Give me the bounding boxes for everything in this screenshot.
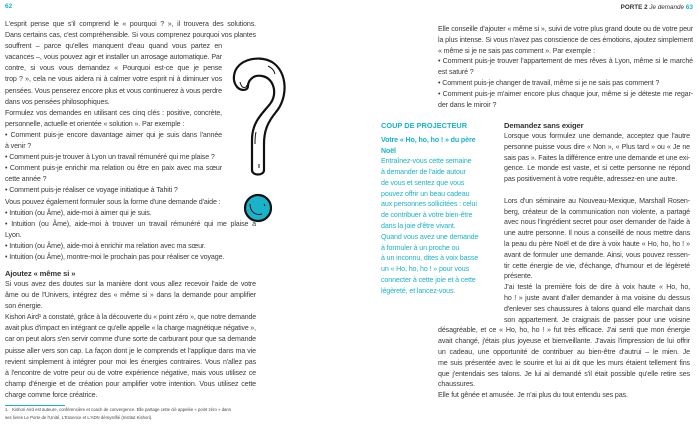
text-line: gence. Le monde est vaste, et si cette personne ne répond [504, 164, 690, 173]
text-line: pas positivement à votre requête, adressez-en une autre. [504, 175, 678, 184]
text-line: • Comment puis-je changer de travail, même si je ne sais pas comment ? [438, 78, 660, 87]
text-line: vacances –, vous pouvez agir et installer un arrosage automatique. Par [5, 53, 222, 62]
text-line: ho ! » juste avant d'aller demander à ma voisine du dessus [504, 293, 690, 302]
sidebar-body-line: aux personnes sollicitées : celui [381, 200, 477, 209]
text-line: souffrent – parce qu'elles manquent d'eau quand vous partez en [5, 42, 222, 51]
paragraph [5, 241, 256, 252]
left-section [5, 268, 256, 401]
text-line: • Comment puis-je trouver l'appartement de mes rêves à Lyon, même si le marché [438, 57, 693, 66]
text-line: désagréable, et ce « Ho, ho, ho ! » fut très efficace. J'ai senti que mon énergie [438, 326, 690, 335]
text-line: tir cette énergie de vie, d'échange, d'humour et de légèreté [504, 261, 690, 270]
paragraph [5, 108, 256, 130]
text-line: la peau du père Noël et de dire à voix haute « Ho, ho, ho ! » [504, 239, 690, 248]
text-line: Elle conseille d'ajouter « même si », suivi de votre plus grand doute ou de votre peur [438, 25, 693, 33]
paragraph [5, 312, 256, 401]
text-line: • Intuition (ou Âme), aide-moi à enrichir ma relation avec ma sœur. [5, 241, 206, 250]
paragraph [5, 152, 256, 163]
paragraph [5, 197, 256, 208]
paragraph [438, 56, 693, 78]
text-line: personnelle, actuelle et orientée « solution ». Par exemple : [5, 119, 185, 128]
text-line: un cadeau, une opportunité de contribuer au bien-être d'autrui – le mien. Je [438, 347, 690, 356]
paragraph [5, 130, 256, 152]
text-line: une autre personne. Il nous a conseillé de nous mettre dans [504, 229, 690, 238]
text-line: J'ai testé la première fois de dire à voix haute « Ho, ho, [504, 283, 690, 292]
text-line: • Comment puis-je m'aimer encore plus chaque jour, même si je déteste me regar- [438, 89, 693, 98]
sidebar-body-line: Entraînez-vous cette semaine [381, 157, 472, 166]
text-line: pensées. Vous penserez encore plus et vous continuerez à vous perdre [5, 86, 222, 95]
text-line [504, 185, 690, 196]
text-line: est saturé ? [438, 68, 474, 77]
paragraph [438, 282, 690, 390]
sidebar-body-line: à un inconnu, dites à voix basse [381, 254, 479, 263]
text-line: à venir ? [5, 142, 32, 151]
text-line: chaussures. [438, 380, 475, 389]
paragraph [438, 196, 690, 282]
text-line: trop ? », cela ne vous aidera ni à calmer votre esprit ni à diminuer vos [5, 75, 222, 84]
text-line: revient simplement à intégrer pour moi les énergies contraires. Vous n'allez pas [5, 357, 256, 366]
sidebar-body-line: de contribuer à votre bien-être [381, 211, 473, 220]
page-number-right: 63 [685, 4, 693, 11]
paragraph [5, 219, 256, 241]
text-line: dans vos pensées philosophiques. [5, 97, 110, 106]
text-line: • Comment puis-je encore davantage aimer qui je suis dans l'année [5, 130, 222, 139]
sidebar-body-line: un « Ho, ho, ho ! » pour vous [381, 265, 470, 274]
question-mark-illustration [228, 52, 290, 232]
paragraph [5, 252, 256, 263]
section-heading-ajoutez: Ajoutez « même si » [5, 269, 76, 278]
text-line: Kishori Aird¹ a constaté, grâce à la découverte du « point zéro », que notre demande [5, 313, 256, 322]
text-line: sais pas ». Faites la différence entre une demande et une exi- [504, 153, 690, 162]
text-line: Lorsque vous formulez une demande, acceptez que l'autre [504, 132, 690, 140]
paragraph [438, 390, 690, 401]
text-line: avant de formuler une demande. Ainsi, vous pouvez ressen- [504, 250, 690, 259]
sidebar-title-line: Noël [381, 146, 396, 155]
sidebar-label: COUP DE PROJECTEUR [381, 121, 468, 130]
text-line: • Comment puis-je enrichir ma relation ou être en paix avec ma sœur [5, 164, 222, 173]
text-line: car on peut alors s'en servir comme d'une sorte de carburant pour que sa demande [5, 335, 256, 344]
text-line: me suis présentée avec le sourire et lui ai dit que les murs étaient tellement fins [438, 358, 690, 367]
question-mark-dot-icon [245, 195, 271, 221]
right-top-text [438, 24, 693, 110]
text-line: « même si je ne sais pas comment ». Par exemple : [438, 46, 595, 55]
running-head [621, 4, 693, 11]
sidebar-body-line: à formuler à un proche ou [381, 243, 460, 252]
footnote [5, 406, 255, 422]
text-line: charge comme force créatrice. [5, 390, 98, 399]
text-line: cette année ? [5, 175, 47, 184]
text-line: • Comment puis-je réaliser ce voyage initiatique à Tahiti ? [5, 186, 178, 195]
sidebar-body-line: à demander de l'aide autour [381, 167, 466, 176]
text-line: berg, créateur de la communication non violente, a partagé [504, 207, 690, 216]
footnote-line: 1. Kishori Aird est auteure, conférencière et coach de convergence. Elle partage cette clé appelée « point zéro » dans [5, 407, 231, 412]
left-intro-text [5, 19, 256, 263]
paragraph [438, 24, 693, 56]
text-line: puisse aller vers son cap. La façon dont je le comprends et l'applique dans ma vie [5, 346, 256, 355]
sidebar-body-line: pouvez offrir un beau cadeau [381, 189, 470, 198]
paragraph [438, 89, 693, 111]
text-line: que j'entendais ses talons. Je lui ai demandé s'il était possible qu'elle retire ses [438, 369, 690, 378]
text-line: Vous pouvez également formuler sous la forme d'une demande d'aide : [5, 197, 221, 206]
paragraph [5, 279, 256, 312]
section-heading-demandez: Demandez sans exiger [504, 121, 584, 130]
right-section [438, 120, 690, 401]
sidebar-title-line: Votre « Ho, ho, ho ! » du père [381, 136, 476, 144]
text-line: Elle fut gênée et amusée. Je n'ai plus du tout entendu ses pas. [438, 391, 628, 400]
running-head-chapter: Je demande [649, 4, 685, 11]
text-line: • Intuition (ou Âme), montre-moi le prochain pas pour réaliser ce voyage. [5, 252, 225, 261]
text-line: d'enlever ses chaussures à talons quand elle marchait dans [504, 304, 690, 313]
text-line: son énergie. [5, 302, 43, 311]
paragraph [438, 78, 693, 89]
text-line: à l'encontre de votre peur ou de votre expérience négative, mais vous utilisez ce [5, 368, 256, 377]
text-line: Dans certains cas, c'est compréhensible. Si vous comprenez pourquoi vos plantes [5, 31, 256, 40]
sidebar-body-line: légèreté, et lancez-vous. [381, 286, 456, 295]
text-line: champ d'énergie et de création pour amplifier votre intention. Vous utilisez cette [5, 379, 256, 388]
sidebar-body-line: de vous et sentez que vous [381, 178, 465, 187]
text-line: avec nous l'ingrédient secret pour oser demander de l'aide à [504, 218, 690, 227]
text-line: • Comment puis-je trouver à Lyon un travail rémunéré qui me plaise ? [5, 153, 215, 162]
text-line: • Intuition (ou Âme), aide-moi à trouver un travail rémunéré qui me plaise à [5, 219, 256, 228]
text-line: personne puisse vous dire « Non », « Plus tard » ou « Je ne [504, 142, 690, 151]
text-line: âme ou de l'Univers, intégrez des « même si » dans la demande pour amplifier [5, 291, 256, 300]
text-line: • Intuition (ou Âme), aide-moi à aimer qui je suis. [5, 208, 152, 217]
sidebar-body-line: dans la joie d'être vivant. [381, 221, 456, 230]
text-line: avait changé, j'étais plus joyeuse et bienveillante. J'avais l'impression de lui offrir [438, 337, 690, 346]
text-line: der dans le miroir ? [438, 100, 497, 109]
text-line: son appartement. Je craignais de passer pour une voisine [504, 315, 690, 324]
text-line: Si vous avez des doutes sur la manière dont vous allez recevoir l'aide de votre [5, 280, 256, 288]
sidebar-body-line: connecter à cette joie et à cette [381, 275, 476, 284]
text-line: la plus intense. Si vous n'avez pas conscience de ces émotions, ajoutez simplement [438, 35, 693, 44]
text-line: avait plus d'impact en intégrant ce qu'elle appelle « la charge magnétique négative », [5, 324, 256, 333]
paragraph [5, 163, 256, 185]
paragraph [5, 208, 256, 219]
footnote-line: ses livres Le Porte de l'Unité, L'Essence et L'ADN démystifié (Institut Kishori). [5, 415, 153, 420]
text-line: L'esprit pense que s'il comprend le « pourquoi ? », il trouvera des solutions. [5, 20, 256, 28]
sidebar-body-line: Quand vous avez une demande [381, 232, 479, 241]
paragraph [438, 185, 690, 196]
text-line: Lors d'un séminaire au Nouveau-Mexique, Marshall Rosen- [504, 196, 690, 205]
question-mark-hook-icon [234, 59, 285, 175]
text-line: Lyon. [5, 230, 22, 239]
paragraph [5, 185, 256, 196]
text-line: Formulez vos demandes en utilisant ces cinq clés : positive, concrète, [5, 108, 222, 117]
text-line: présente. [504, 272, 533, 281]
running-head-part: PORTE 2 [620, 4, 648, 11]
text-line: contre, si vous vous demandez « Pourquoi est-ce que je pense [5, 64, 222, 73]
page-number-left: 62 [5, 3, 13, 10]
paragraph [438, 131, 690, 185]
paragraph [5, 19, 256, 108]
